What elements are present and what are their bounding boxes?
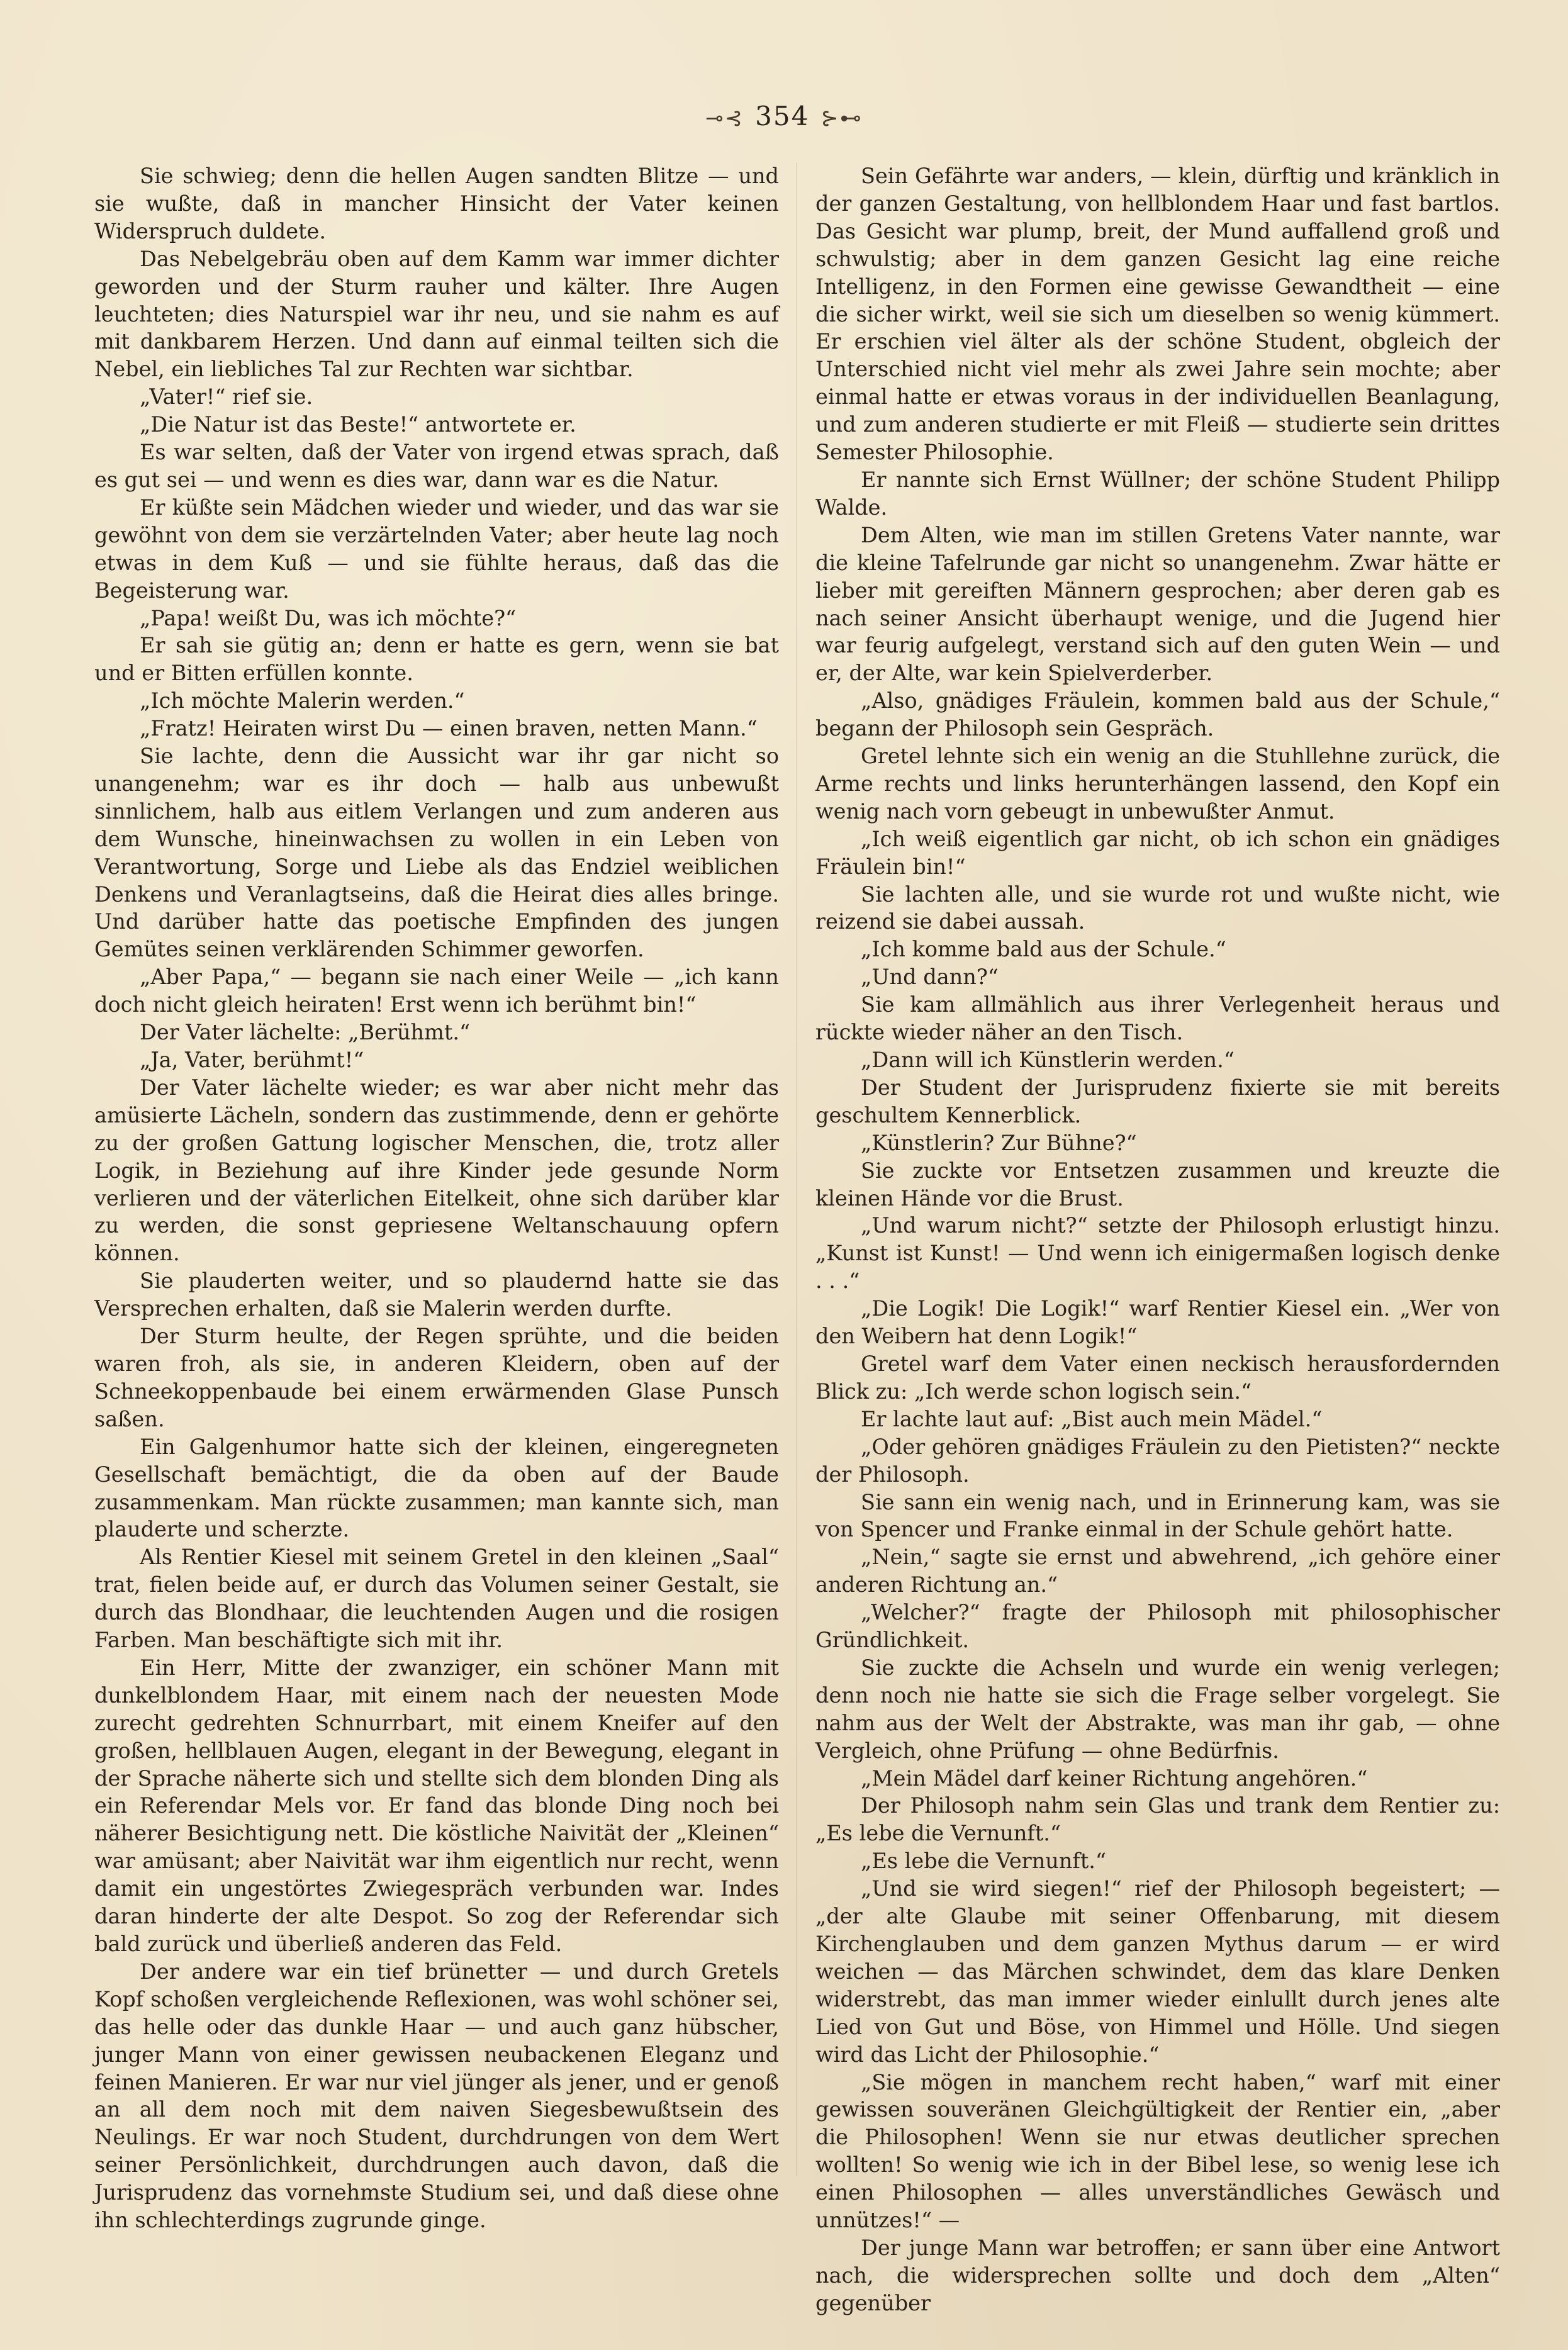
paragraph: „Mein Mädel darf keiner Richtung angehören.“ [861, 1765, 1368, 1791]
paragraph: Sie lachte, denn die Aussicht war ihr gar nicht so unangenehm; war es ihr doch — halb aus unbewußt sinnlichem, halb aus eitlem Verlangen und zum anderen aus dem Wunsche, hineinwachsen zu wollen in ein Leben von Verantwortung, Sorge und Liebe als das Endziel weiblichen Denkens und Veranlagtseins, daß die Heirat dies alles bringe. Und darüber hatte das poetische Empfinden des jungen Gemütes seinen verklärenden Schimmer geworfen. [94, 744, 779, 962]
paragraph: „Vater!“ rief sie. [140, 384, 313, 410]
paragraph: Sie lachten alle, und sie wurde rot und wußte nicht, wie reizend sie dabei aussah. [815, 881, 1500, 934]
paragraph: Als Rentier Kiesel mit seinem Gretel in den kleinen „Saal“ trat, fielen beide auf, er durch das Volumen seiner Gestalt, sie durch das Blondhaar, die leuchtenden Augen und die rosigen Farben. Man beschäftigte sich mit ihr. [94, 1545, 779, 1653]
paragraph: Sie zuckte vor Entsetzen zusammen und kreuzte die kleinen Hände vor die Brust. [815, 1158, 1500, 1211]
paragraph: Sein Gefährte war anders, — klein, dürftig und kränklich in der ganzen Gestaltung, von hellblondem Haar und fast bartlos. Das Gesicht war plump, breit, der Mund auffallend groß und schwulstig; aber in dem ganzen Gesicht lag eine reiche Intelligenz, in den Formen eine gewisse Gewandtheit — eine die sicher wirkt, weil sie sich um dieselben so wenig kümmert. Er erschien viel älter als der schöne Student, obgleich der Unterschied nicht viel mehr als zwei Jahre sein mochte; aber einmal hatte er etwas voraus in der individuellen Beanlagung, und zum anderen studierte er mit Fleiß — studierte sein drittes Semester Philosophie. [815, 164, 1500, 465]
paragraph: „Künstlerin? Zur Bühne?“ [861, 1130, 1137, 1155]
paragraph: „Ich möchte Malerin werden.“ [140, 688, 465, 713]
paragraph: Es war selten, daß der Vater von irgend etwas sprach, daß es gut sei — und wenn es dies war, dann war es die Natur. [94, 440, 779, 492]
paragraph: „Und dann?“ [861, 965, 999, 990]
ornament-left: ⊸⊰ [705, 106, 744, 131]
ornament-right: ⊱⊷ [820, 106, 863, 131]
paragraph: „Welcher?“ fragte der Philosoph mit philosophischer Gründlichkeit. [815, 1600, 1500, 1653]
paragraph: Der Vater lächelte wieder; es war aber nicht mehr das amüsierte Lächeln, sondern das zustimmende, denn er gehörte zu der großen Gattung logischer Menschen, die, trotz aller Logik, in Beziehung auf ihre Kinder jede gesunde Norm verlieren und der väterlichen Eitelkeit, ohne sich darüber klar zu werden, die sonst gepriesene Weltanschauung opfern können. [94, 1075, 779, 1266]
paragraph: Der Philosoph nahm sein Glas und trank dem Rentier zu: „Es lebe die Vernunft.“ [815, 1793, 1500, 1846]
paragraph: „Ich weiß eigentlich gar nicht, ob ich schon ein gnädiges Fräulein bin!“ [815, 826, 1500, 879]
right-column [815, 162, 1500, 2317]
paragraph: „Sie mögen in manchem recht haben,“ warf mit einer gewissen souveränen Gleichgültigkeit der Rentier ein, „aber die Philosophen! Wenn sie nur etwas deutlicher sprechen wollten! So wenig wie ich in der Bibel lese, so wenig lese ich einen Philosophen — alles unverständliches Gewäsch und unnützes!“ — [815, 2069, 1500, 2233]
page-number: 354 [755, 101, 810, 131]
paragraph: „Nein,“ sagte sie ernst und abwehrend, „ich gehöre einer anderen Richtung an.“ [815, 1545, 1500, 1597]
paragraph: Er küßte sein Mädchen wieder und wieder, und das war sie gewöhnt von dem sie verzärtelnden Vater; aber heute lag noch etwas in dem Kuß — und sie fühlte heraus, daß das die Begeisterung war. [94, 495, 779, 603]
paragraph: Sie zuckte die Achseln und wurde ein wenig verlegen; denn noch nie hatte sie sich die Frage selber vorgelegt. Sie nahm aus der Welt der Abstrakte, was man ihr gab, — ohne Vergleich, ohne Prüfung — ohne Bedürfnis. [815, 1655, 1500, 1763]
paragraph: „Und sie wird siegen!“ rief der Philosoph begeistert; — „der alte Glaube mit seiner Offenbarung, mit diesem Kirchenglauben und dem ganzen Mythus darum — er wird weichen — das Märchen schwindet, dem das klare Denken widerstrebt, das man immer wieder einlullt durch jenes alte Lied von Gut und Böse, von Himmel und Hölle. Und siegen wird das Licht der Philosophie.“ [815, 1876, 1500, 2067]
paragraph: Er lachte laut auf: „Bist auch mein Mädel.“ [861, 1406, 1323, 1431]
column-divider [796, 162, 797, 2176]
paragraph: „Die Logik! Die Logik!“ warf Rentier Kiesel ein. „Wer von den Weibern hat denn Logik!“ [815, 1296, 1500, 1349]
paragraph: Ein Galgenhumor hatte sich der kleinen, eingeregneten Gesellschaft bemächtigt, die da oben auf der Baude zusammenkam. Man rückte zusammen; man kannte sich, man plauderte und scherzte. [94, 1434, 779, 1542]
paragraph: „Und warum nicht?“ setzte der Philosoph erlustigt hinzu. „Kunst ist Kunst! — Und wenn ich einigermaßen logisch denke . . .“ [815, 1213, 1500, 1294]
paragraph: „Fratz! Heiraten wirst Du — einen braven, netten Mann.“ [140, 716, 758, 741]
paragraph: „Aber Papa,“ — begann sie nach einer Weile — „ich kann doch nicht gleich heiraten! Erst wenn ich berühmt bin!“ [94, 965, 779, 1017]
paragraph: „Also, gnädiges Fräulein, kommen bald aus der Schule,“ begann der Philosoph sein Gespräch. [815, 688, 1500, 741]
page-header [0, 101, 1568, 131]
paragraph: „Es lebe die Vernunft.“ [861, 1849, 1107, 1874]
paragraph: Er nannte sich Ernst Wüllner; der schöne Student Philipp Walde. [815, 467, 1500, 520]
paragraph: „Ich komme bald aus der Schule.“ [861, 937, 1226, 962]
paragraph: Sie plauderten weiter, und so plaudernd hatte sie das Versprechen erhalten, daß sie Malerin werden durfte. [94, 1268, 779, 1321]
left-column [94, 162, 779, 2234]
paragraph: Sie kam allmählich aus ihrer Verlegenheit heraus und rückte wieder näher an den Tisch. [815, 992, 1500, 1045]
paragraph: Dem Alten, wie man im stillen Gretens Vater nannte, war die kleine Tafelrunde gar nicht so unangenehm. Zwar hätte er lieber mit gereiften Männern gesprochen; aber deren gab es nach seiner Ansicht überhaupt wenige, und die Jugend hier war feurig aufgelegt, verstand sich auf den guten Wein — und er, der Alte, war kein Spielverderber. [815, 522, 1500, 686]
paragraph: Der Vater lächelte: „Berühmt.“ [140, 1020, 471, 1045]
paragraph: Der Student der Jurisprudenz fixierte sie mit bereits geschultem Kennerblick. [815, 1075, 1500, 1127]
paragraph: Sie schwieg; denn die hellen Augen sandten Blitze — und sie wußte, daß in mancher Hinsicht der Vater keinen Widerspruch duldete. [94, 164, 779, 243]
paragraph: „Dann will ich Künstlerin werden.“ [861, 1048, 1235, 1072]
paragraph: Der Sturm heulte, der Regen sprühte, und die beiden waren froh, als sie, in anderen Kleidern, oben auf der Schneekoppenbaude bei einem erwärmenden Glase Punsch saßen. [94, 1324, 779, 1431]
paragraph: Der junge Mann war betroffen; er sann über eine Antwort nach, die widersprechen sollte und doch dem „Alten“ gegenüber [815, 2235, 1500, 2315]
paragraph: „Oder gehören gnädiges Fräulein zu den Pietisten?“ neckte der Philosoph. [815, 1434, 1500, 1487]
paragraph: „Papa! weißt Du, was ich möchte?“ [140, 605, 517, 630]
paragraph: Ein Herr, Mitte der zwanziger, ein schöner Mann mit dunkelblondem Haar, mit einem nach der neuesten Mode zurecht gedrehten Schnurrbart, mit einem Kneifer auf den großen, hellblauen Augen, elegant in der Bewegung, elegant in der Sprache näherte sich und stellte sich dem blonden Ding als ein Referendar Mels vor. Er fand das blonde Ding noch bei näherer Besichtigung nett. Die köstliche Naivität der „Kleinen“ war amüsant; aber Naivität war ihm eigentlich nur recht, wenn damit ein ungestörtes Zwiegespräch verbunden war. Indes daran hinderte der alte Despot. So zog der Referendar sich bald zurück und überließ anderen das Feld. [94, 1655, 779, 1956]
paragraph: Gretel warf dem Vater einen neckisch herausfordernden Blick zu: „Ich werde schon logisch sein.“ [815, 1351, 1500, 1404]
paragraph: Er sah sie gütig an; denn er hatte es gern, wenn sie bat und er Bitten erfüllen konnte. [94, 633, 779, 686]
paragraph: Gretel lehnte sich ein wenig an die Stuhllehne zurück, die Arme rechts und links herunterhängen lassend, den Kopf ein wenig nach vorn gebeugt in unbewußter Anmut. [815, 744, 1500, 824]
paragraph: „Die Natur ist das Beste!“ antwortete er. [140, 412, 576, 437]
paragraph: Das Nebelgebräu oben auf dem Kamm war immer dichter geworden und der Sturm rauher und kälter. Ihre Augen leuchteten; dies Naturspiel war ihr neu, und sie nahm es auf mit dankbarem Herzen. Und dann auf einmal teilten sich die Nebel, ein liebliches Tal zur Rechten war sichtbar. [94, 246, 779, 382]
paragraph: Der andere war ein tief brünetter — und durch Gretels Kopf schoßen vergleichende Reflexionen, was wohl schöner sei, das helle oder das dunkle Haar — und auch ganz hübscher, junger Mann von einer gewissen neubackenen Eleganz und feinen Manieren. Er war nur viel jünger als jener, und er genoß an all dem noch mit dem naiven Siegesbewußtsein des Neulings. Er war noch Student, durchdrungen von dem Wert seiner Persönlichkeit, durchdrungen auch davon, daß die Jurisprudenz das vornehmste Studium sei, und daß diese ohne ihn schlechterdings zugrunde ginge. [94, 1959, 779, 2233]
paragraph: Sie sann ein wenig nach, und in Erinnerung kam, was sie von Spencer und Franke einmal in der Schule gehört hatte. [815, 1489, 1500, 1542]
paragraph: „Ja, Vater, berühmt!“ [140, 1048, 364, 1072]
